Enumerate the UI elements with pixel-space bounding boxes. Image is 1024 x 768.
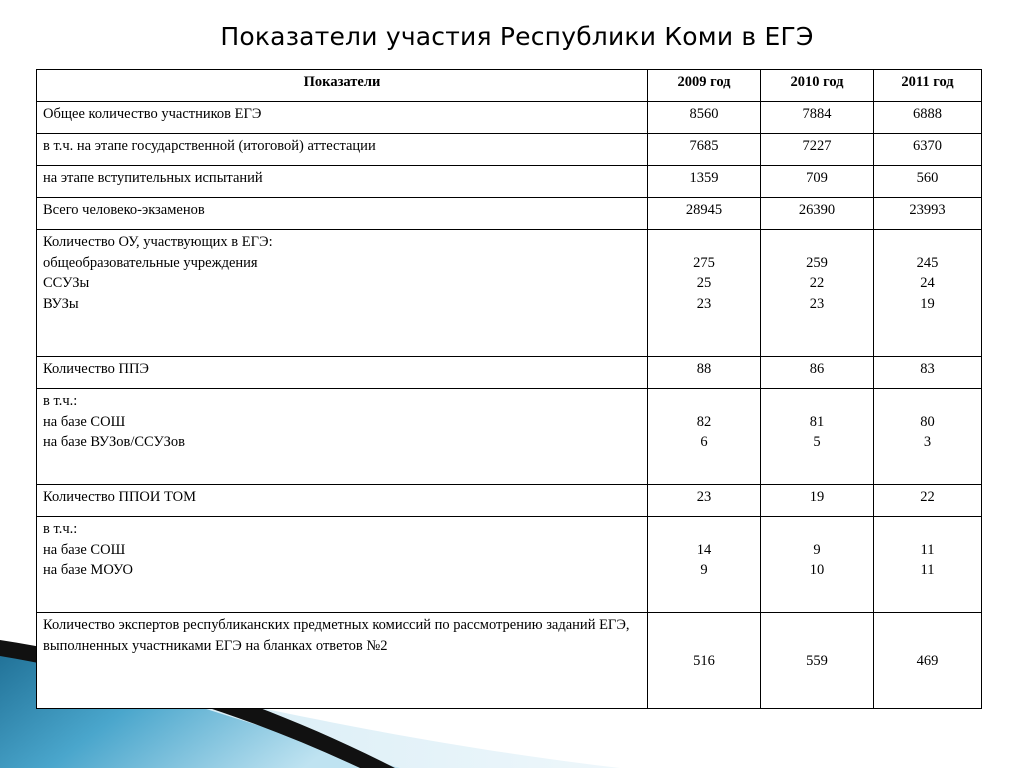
row-label: Общее количество участников ЕГЭ <box>37 102 648 134</box>
value-2010: 559 <box>761 613 874 709</box>
value-2009: 88 <box>648 357 761 389</box>
row-label: в т.ч. на этапе государственной (итоговой) аттестации <box>37 134 648 166</box>
row-label: Количество ППОИ ТОМ <box>37 485 648 517</box>
table-row <box>37 166 982 198</box>
table-row <box>37 230 982 357</box>
row-label: Количество экспертов республиканских предметных комиссий по рассмотрению заданий ЕГЭ, выполненных участниками ЕГЭ на бланках ответов №2 <box>37 613 648 709</box>
table-row <box>37 198 982 230</box>
value-2009: 28945 <box>648 198 761 230</box>
value-2011: 6370 <box>874 134 982 166</box>
row-label: в т.ч.: на базе СОШ на базе ВУЗов/ССУЗов <box>37 389 648 485</box>
value-2010: 7227 <box>761 134 874 166</box>
table-row <box>37 485 982 517</box>
value-2009: 275 25 23 <box>648 230 761 357</box>
value-2010: 259 22 23 <box>761 230 874 357</box>
row-label: в т.ч.: на базе СОШ на базе МОУО <box>37 517 648 613</box>
header-2011: 2011 год <box>874 70 982 102</box>
value-2011: 245 24 19 <box>874 230 982 357</box>
row-label: на этапе вступительных испытаний <box>37 166 648 198</box>
value-2011: 80 3 <box>874 389 982 485</box>
table-row <box>37 517 982 613</box>
value-2011: 22 <box>874 485 982 517</box>
table-row <box>37 389 982 485</box>
value-2009: 7685 <box>648 134 761 166</box>
value-2011: 23993 <box>874 198 982 230</box>
statistics-table <box>36 69 982 709</box>
value-2009: 8560 <box>648 102 761 134</box>
value-2009: 14 9 <box>648 517 761 613</box>
value-2010: 709 <box>761 166 874 198</box>
slide-title: Показатели участия Республики Коми в ЕГЭ <box>220 22 814 51</box>
value-2010: 81 5 <box>761 389 874 485</box>
value-2011: 83 <box>874 357 982 389</box>
value-2009: 82 6 <box>648 389 761 485</box>
table-header-row <box>37 70 982 102</box>
header-2009: 2009 год <box>648 70 761 102</box>
table-row <box>37 613 982 709</box>
header-2010: 2010 год <box>761 70 874 102</box>
table-row <box>37 357 982 389</box>
value-2009: 1359 <box>648 166 761 198</box>
value-2010: 7884 <box>761 102 874 134</box>
value-2010: 9 10 <box>761 517 874 613</box>
value-2010: 86 <box>761 357 874 389</box>
value-2009: 516 <box>648 613 761 709</box>
row-label: Количество ОУ, участвующих в ЕГЭ: общеобразовательные учреждения ССУЗы ВУЗы <box>37 230 648 357</box>
table-row <box>37 134 982 166</box>
row-label: Количество ППЭ <box>37 357 648 389</box>
row-label: Всего человеко-экзаменов <box>37 198 648 230</box>
header-indicators: Показатели <box>37 70 648 102</box>
value-2011: 469 <box>874 613 982 709</box>
table-row <box>37 102 982 134</box>
value-2010: 26390 <box>761 198 874 230</box>
value-2011: 560 <box>874 166 982 198</box>
value-2011: 11 11 <box>874 517 982 613</box>
value-2010: 19 <box>761 485 874 517</box>
value-2011: 6888 <box>874 102 982 134</box>
value-2009: 23 <box>648 485 761 517</box>
